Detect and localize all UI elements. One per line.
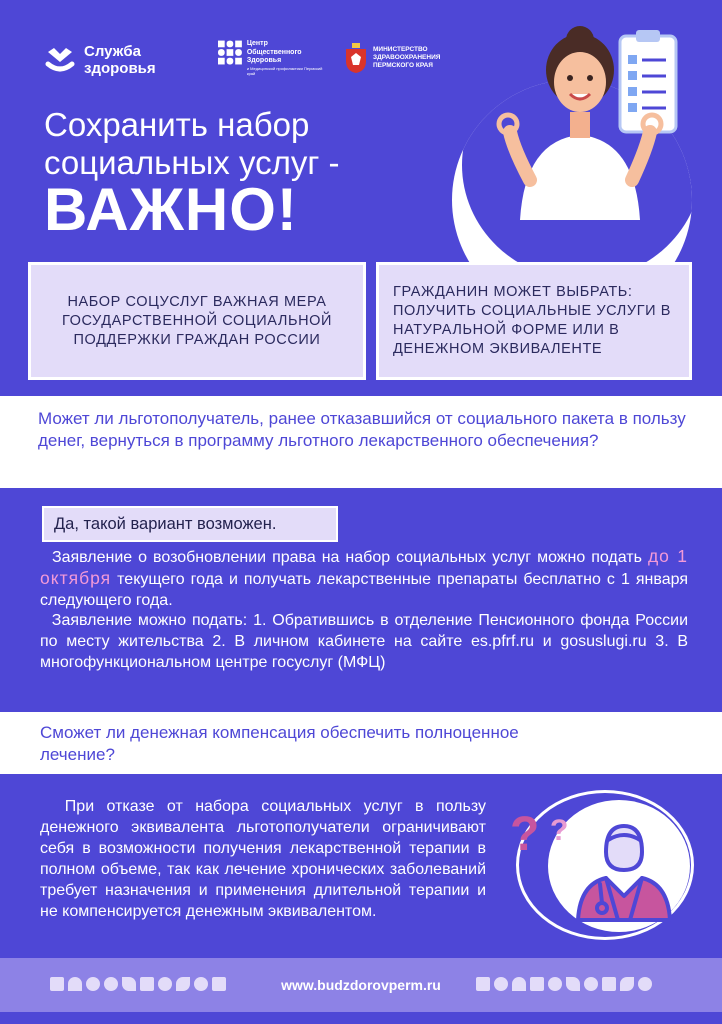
p2-text: Заявление можно подать: 1. Обратившись в отделение Пенсионного фонда России по месту жительства 2. В личном кабинете на сайте es.pfrf.ru и gosuslugi.ru 3. В многофункциональном центре госуслуг (МФЦ) — [40, 612, 689, 671]
grid-logo-icon — [218, 40, 243, 66]
svg-text:?: ? — [550, 814, 569, 847]
footer-pattern-right — [476, 977, 652, 993]
logo2-line3: Здоровья — [246, 57, 282, 64]
doctor-woman-illustration — [470, 20, 690, 220]
answer-1-paragraph-2 — [40, 610, 688, 673]
logo3-line2: ЗДРАВООХРАНЕНИЯ — [373, 54, 441, 61]
logo2-line1: Центр — [246, 40, 268, 47]
logo2-sub: и Медицинской профилактики Пермский край — [246, 65, 323, 76]
title-line1: Сохранить набор — [44, 106, 310, 143]
answer-2-paragraph — [40, 796, 486, 922]
coat-of-arms-icon — [345, 43, 367, 73]
logo1-line2: здоровья — [84, 60, 156, 77]
title-emphasis: ВАЖНО! — [44, 176, 298, 243]
answer-2-text: При отказе от набора социальных услуг в пользу денежного эквивалента льготополучатели ограничивают себя в возможности получения лекарственной терапии в полном объеме, так как лечение хронических заболеваний требует назначения и применения длительной терапии и не компенсируется денежным эквивалентом. — [40, 798, 486, 920]
svg-text:?: ? — [510, 808, 540, 861]
info-box-citizen-choice: ГРАЖДАНИН МОЖЕТ ВЫБРАТЬ: ПОЛУЧИТЬ СОЦИАЛЬНЫЕ УСЛУГИ В НАТУРАЛЬНОЙ ФОРМЕ ИЛИ В ДЕНЕЖНОМ ЭКВИВАЛЕНТЕ — [376, 262, 692, 380]
public-health-center-logo — [218, 40, 328, 80]
question-2: Сможет ли денежная компенсация обеспечить полноценное лечение? — [40, 723, 519, 764]
logo3-line3: ПЕРМСКОГО КРАЯ — [373, 62, 433, 69]
info-box-social-support: НАБОР СОЦУСЛУГ ВАЖНАЯ МЕРА ГОСУДАРСТВЕННОЙ СОЦИАЛЬНОЙ ПОДДЕРЖКИ ГРАЖДАН РОССИИ — [28, 262, 366, 380]
logo3-line1: МИНИСТЕРСТВО — [373, 46, 428, 53]
question-1: Может ли льготополучатель, ранее отказавшийся от социального пакета в пользу денег, вернуться в программу льготного лекарственного обеспечения? — [38, 409, 686, 450]
website-link[interactable]: www.budzdorovperm.ru — [281, 977, 441, 993]
p1-after: текущего года и получать лекарственные препараты бесплатно с 1 января следующего года. — [40, 571, 688, 609]
title-line2: социальных услуг - — [44, 144, 340, 181]
deadline-highlight: до 1 октября — [40, 546, 688, 588]
p1-before: Заявление о возобновлении права на набор социальных услуг можно подать — [51, 549, 642, 566]
page-title — [44, 106, 464, 182]
ministry-logo — [345, 36, 465, 80]
answer-1-paragraph-1 — [40, 546, 688, 611]
answer-tag: Да, такой вариант возможен. — [42, 506, 338, 542]
doctor-question-icon — [506, 800, 696, 940]
logo1-line1: Служба — [84, 43, 141, 60]
logo2-line2: Общественного — [246, 48, 302, 56]
heart-logo-icon — [44, 44, 76, 76]
sluzhba-zdorovya-logo — [44, 40, 184, 80]
